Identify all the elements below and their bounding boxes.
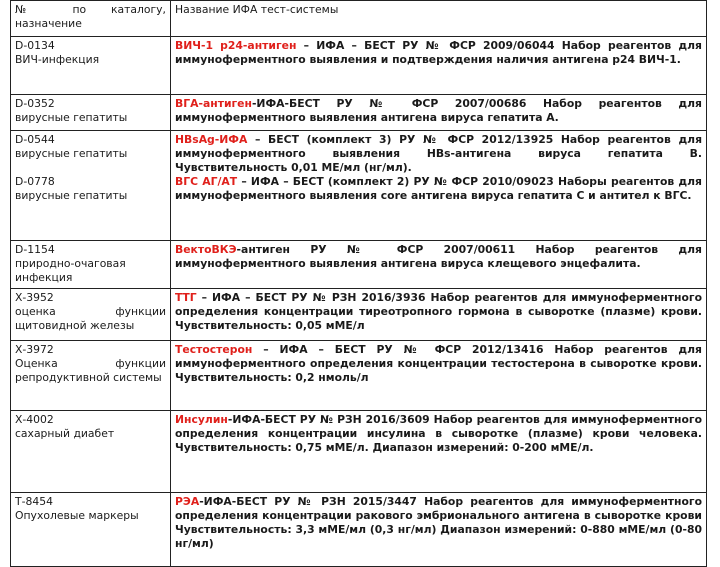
catalog-code: D-1154 [15,243,55,256]
test-system-description: -ИФА-БЕСТ РУ № РЗН 2015/3447 Набор реагентов для иммуноферментного определения концентрации ракового эмбрионального антигена в сыворотке крови Чувствительность: 3,3 мМЕ/мл (0,3 нг/мл) Диапазон измерений: 0-880 мМЕ/мл (0-80 нг/мл) [175,495,702,550]
test-system-cell [171,341,707,411]
table-row [11,493,707,567]
test-system-cell [171,411,707,493]
header-catalog-number: № по каталогу, назначение [11,1,171,37]
catalog-code: Х-3972 [15,343,54,356]
test-system-description: – ИФА – БЕСТ РУ № ФСР 2009/06044 Набор реагентов для иммуноферментного выявления и подтверждения наличия антигена p24 ВИЧ-1. [175,39,702,66]
test-system-cell [171,95,707,131]
table-row [11,131,707,241]
catalog-purpose: вирусные гепатиты [15,147,128,160]
table-row [11,341,707,411]
catalog-purpose: ВИЧ-инфекция [15,53,100,66]
test-system-description: – ИФА – БЕСТ РУ № РЗН 2016/3936 Набор реагентов для иммуноферментного определения концентрации тиреотропного гормона в сыворотке (плазме) крови. Чувствительность: 0,05 мМЕ/л [175,291,702,332]
catalog-cell [11,241,171,289]
catalog-code-secondary: D-0778 [15,175,55,188]
table-row [11,411,707,493]
catalog-code: Х-4002 [15,413,54,426]
catalog-cell [11,493,171,567]
catalog-code: D-0544 [15,133,55,146]
test-system-name: ТТГ [175,291,197,304]
catalog-purpose: природно-очаговая инфекция [15,257,126,284]
table-row [11,289,707,341]
test-system-cell [171,37,707,95]
test-system-name: ВИЧ-1 p24-антиген [175,39,297,52]
test-system-name: Инсулин [175,413,228,426]
header-test-system-name: Название ИФА тест-системы [171,1,707,37]
catalog-table [10,0,707,567]
test-system-cell [171,289,707,341]
catalog-purpose: Опухолевые маркеры [15,509,139,522]
catalog-code: Т-8454 [15,495,53,508]
catalog-purpose: оценка функции щитовидной железы [15,305,166,332]
catalog-purpose: вирусные гепатиты [15,111,128,124]
catalog-purpose: сахарный диабет [15,427,115,440]
test-system-description: -антиген РУ № ФСР 2007/00611 Набор реагентов для иммуноферментного выявления антигена вируса клещевого энцефалита. [175,243,702,270]
test-system-cell [171,131,707,241]
catalog-code: D-0134 [15,39,55,52]
test-system-description: – БЕСТ (комплект 3) РУ № ФСР 2012/13925 Набор реагентов для иммуноферментного выявления HBs-антигена вируса гепатита В. Чувствительность 0,01 МЕ/мл (нг/мл). [175,133,702,174]
test-system-name: Тестостерон [175,343,253,356]
catalog-cell [11,37,171,95]
table-row [11,95,707,131]
catalog-code: Х-3952 [15,291,54,304]
table-row [11,241,707,289]
catalog-purpose-secondary: вирусные гепатиты [15,189,128,202]
catalog-cell [11,289,171,341]
test-system-cell [171,493,707,567]
test-system-cell [171,241,707,289]
test-system-description-secondary: – ИФА – БЕСТ (комплект 2) РУ № ФСР 2010/09023 Наборы реагентов для иммуноферментного выявления core антигена вируса гепатита С и антител к ВГС. [175,175,702,202]
test-system-name: ВГА-антиген [175,97,252,110]
test-system-description: -ИФА-БЕСТ РУ № РЗН 2016/3609 Набор реагентов для иммуноферментного определения концентрации инсулина в сыворотке (плазме) крови человека. Чувствительность: 0,75 мМЕ/л. Диапазон измерений: 0-200 мМЕ/л. [175,413,702,454]
table-row [11,37,707,95]
catalog-cell [11,131,171,241]
catalog-cell [11,341,171,411]
test-system-name: РЭА [175,495,200,508]
catalog-cell [11,95,171,131]
test-system-description: – ИФА – БЕСТ РУ № ФСР 2012/13416 Набор реагентов для иммуноферментного определения концентрации тестостерона в сыворотке крови. Чувствительность: 0,2 нмоль/л [175,343,702,384]
test-system-name-secondary: ВГС АГ/АТ [175,175,238,188]
catalog-cell [11,411,171,493]
catalog-code: D-0352 [15,97,55,110]
catalog-purpose: Оценка функции репродуктивной системы [15,357,166,384]
test-system-name: HBsAg-ИФА [175,133,248,146]
test-system-description: -ИФА-БЕСТ РУ № ФСР 2007/00686 Набор реагентов для иммуноферментного выявления антигена вируса гепатита А. [175,97,702,124]
table-header-row [11,1,707,37]
test-system-name: ВектоВКЭ [175,243,237,256]
